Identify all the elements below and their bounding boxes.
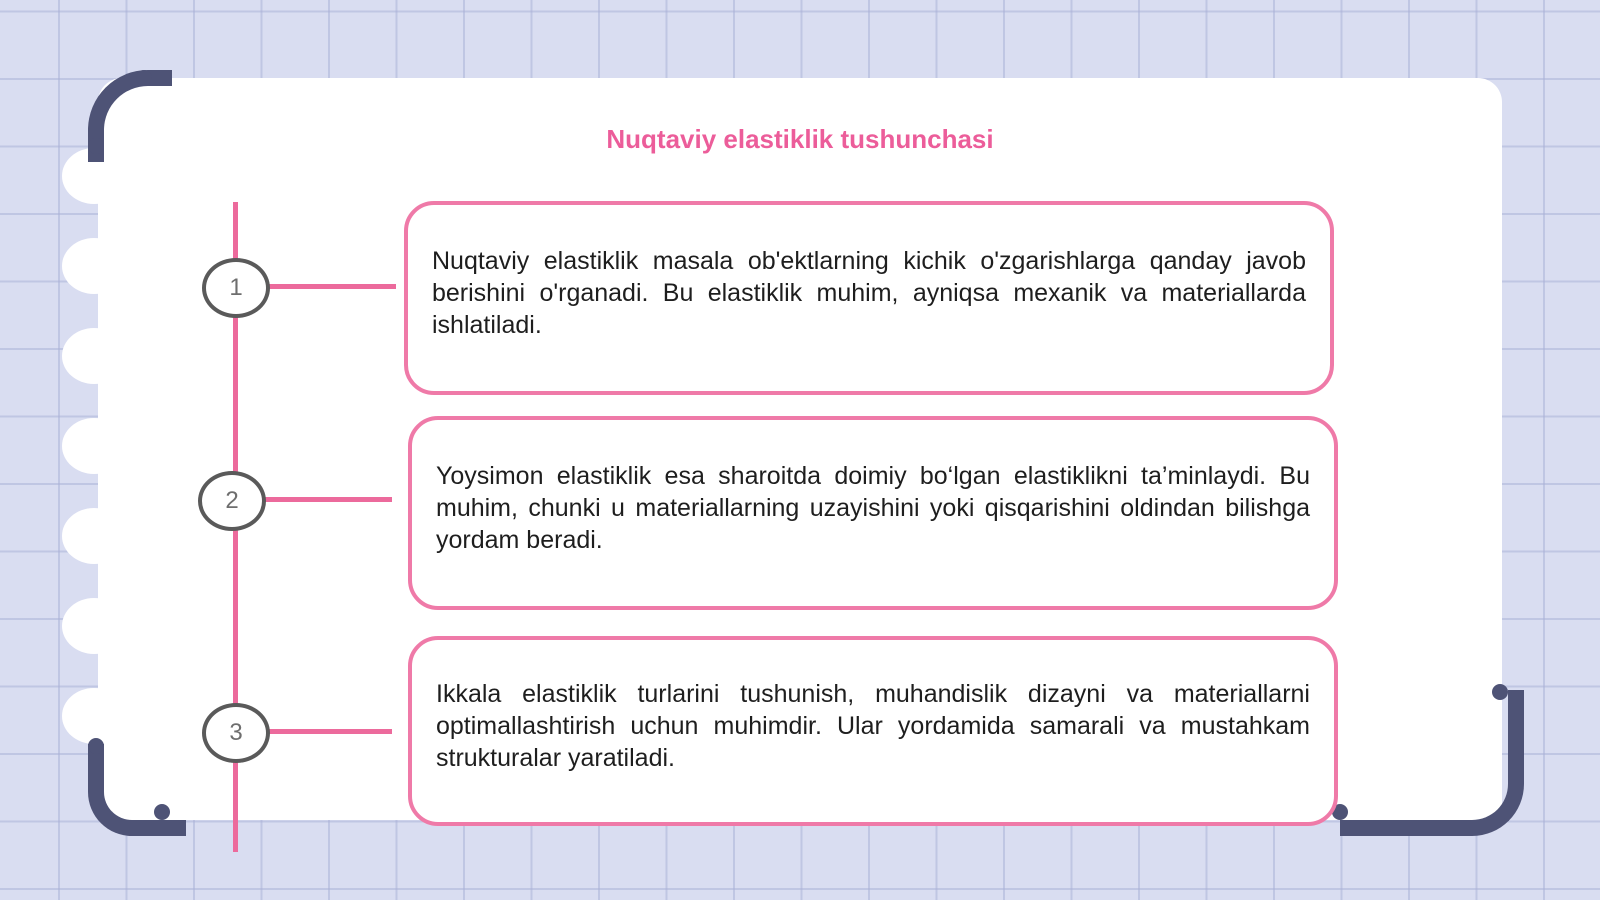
paper-edge-scallop <box>62 508 126 564</box>
corner-bracket-bottom-right <box>1340 690 1524 836</box>
bracket-cap <box>136 70 152 86</box>
step-text-2: Yoysimon elastiklik esa sharoitda doimiy bo‘lgan elastiklikni ta’minlaydi. Bu muhim, chunki u materiallarning uzayishini yoki qisqarishini oldindan bilishga yordam beradi. <box>436 462 1310 554</box>
paper-edge-scallop <box>62 688 126 744</box>
bracket-cap <box>154 804 170 820</box>
step-marker-3: 3 <box>202 703 270 763</box>
paper-edge-scallop <box>62 328 126 384</box>
connector-line <box>266 284 396 289</box>
step-text-1: Nuqtaviy elastiklik masala ob'ektlarning kichik o'zgarishlarga qanday javob berishini o'rganadi. Bu elastiklik muhim, ayniqsa mexanik va materiallarda ishlatiladi. <box>432 247 1306 339</box>
step-card-1 <box>404 201 1334 395</box>
bracket-cap <box>88 138 104 154</box>
paper-edge-scallop <box>62 238 126 294</box>
slide-title: Nuqtaviy elastiklik tushunchasi <box>606 124 994 154</box>
corner-bracket-bottom-left <box>88 744 186 836</box>
step-marker-1: 1 <box>202 258 270 318</box>
step-marker-2: 2 <box>198 471 266 531</box>
step-text-3: Ikkala elastiklik turlarini tushunish, muhandislik dizayni va materiallarni optimallashtirish uchun muhimdir. Ular yordamida samarali va mustahkam strukturalar yaratiladi. <box>436 680 1310 772</box>
step-card-2 <box>408 416 1338 610</box>
connector-line <box>266 729 392 734</box>
bracket-cap <box>88 738 104 754</box>
connector-line <box>262 497 392 502</box>
step-card-3 <box>408 636 1338 826</box>
paper-edge-scallop <box>62 598 126 654</box>
bracket-cap <box>1492 684 1508 700</box>
paper-edge-scallop <box>62 418 126 474</box>
